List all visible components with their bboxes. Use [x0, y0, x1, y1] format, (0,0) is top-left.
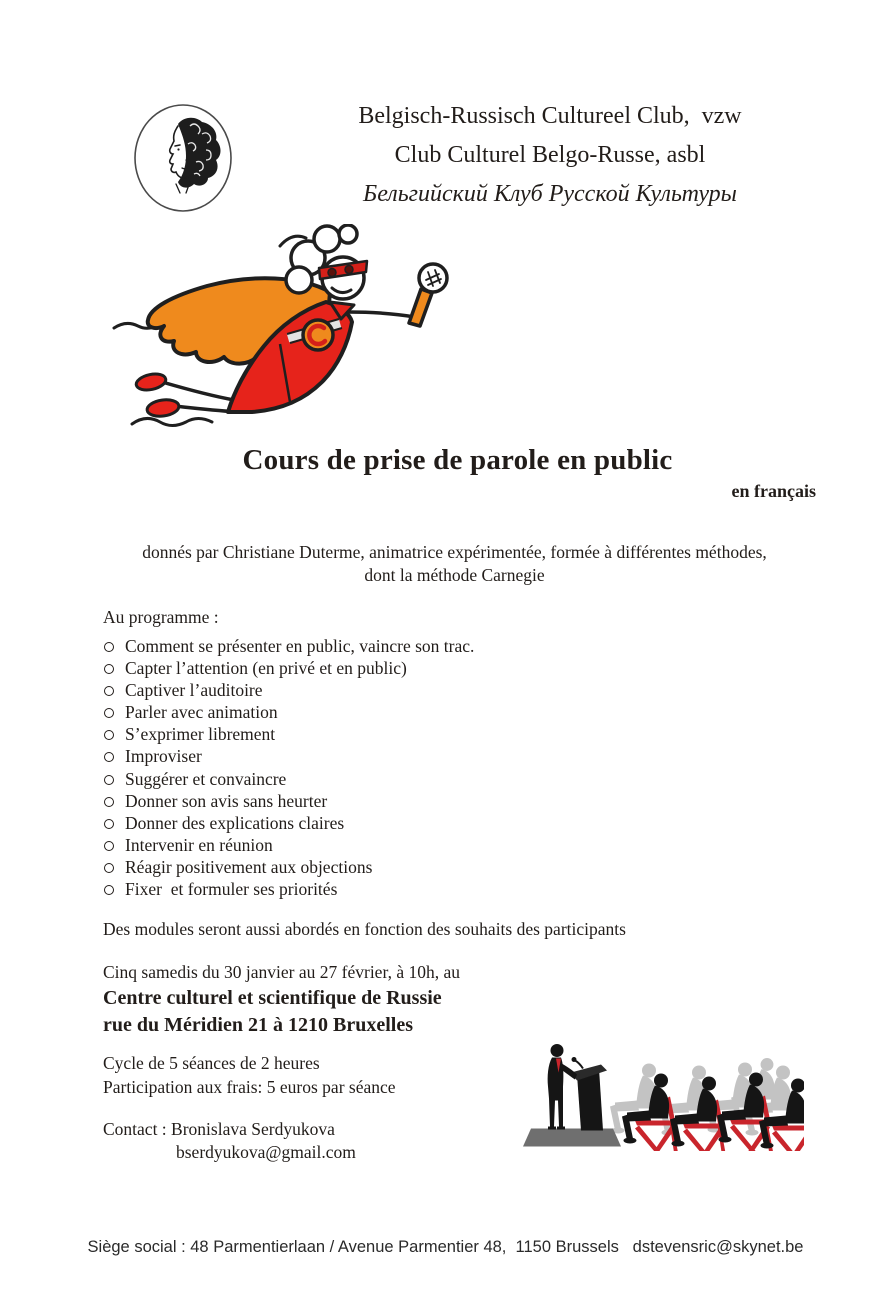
- language-note: en français: [731, 481, 816, 501]
- circle-bullet-icon: [104, 708, 114, 718]
- flying-superwoman-icon: [112, 224, 474, 442]
- venue-address: rue du Méridien 21 à 1210 Bruxelles: [103, 1013, 413, 1036]
- superhero-illustration: [112, 224, 474, 442]
- list-item: [103, 878, 663, 900]
- programme-item-text: Captiver l’auditoire: [125, 680, 263, 701]
- circle-bullet-icon: [104, 885, 114, 895]
- intro-line-1: donnés par Christiane Duterme, animatrice expérimentée, formée à différentes méthodes,: [142, 542, 767, 562]
- list-item: [103, 834, 663, 856]
- list-item: [103, 723, 663, 745]
- intro-line-2: dont la méthode Carnegie: [364, 564, 545, 585]
- programme-item-text: Intervenir en réunion: [125, 834, 273, 855]
- programme-item-text: Donner des explications claires: [125, 812, 345, 833]
- programme-item-text: S’exprimer librement: [125, 724, 276, 745]
- club-logo: [132, 102, 234, 214]
- circle-bullet-icon: [104, 686, 114, 696]
- circle-bullet-icon: [104, 797, 114, 807]
- club-header: [270, 97, 830, 214]
- contact-email: bserdyukova@gmail.com: [176, 1142, 356, 1162]
- list-item: [103, 701, 663, 723]
- club-name-dutch: Belgisch-Russisch Cultureel Club, vzw: [358, 103, 742, 129]
- cycle-info: Cycle de 5 séances de 2 heures: [103, 1053, 320, 1073]
- programme-list: [103, 635, 663, 900]
- programme-item-text: Comment se présenter en public, vaincre son trac.: [125, 636, 475, 656]
- circle-bullet-icon: [104, 730, 114, 740]
- venue-block: [103, 985, 442, 1038]
- list-item: [103, 679, 663, 701]
- session-details: [103, 1052, 396, 1099]
- programme-item-text: Capter l’attention (en privé et en public): [125, 658, 407, 679]
- schedule-dates: Cinq samedis du 30 janvier au 27 février, à 10h, au: [103, 962, 460, 982]
- venue-name: Centre culturel et scientifique de Russie: [103, 987, 442, 1009]
- circle-bullet-icon: [104, 819, 114, 829]
- instructor-intro: [0, 541, 891, 586]
- list-item: [103, 856, 663, 878]
- programme-item-text: Réagir positivement aux objections: [125, 856, 373, 877]
- club-name-french: Club Culturel Belgo-Russe, asbl: [394, 142, 706, 168]
- club-name-russian: Бельгийский Клуб Русской Культуры: [363, 181, 737, 207]
- circle-bullet-icon: [104, 642, 114, 652]
- programme-item-text: Improviser: [125, 746, 202, 767]
- contact-name: Contact : Bronislava Serdyukova: [103, 1119, 335, 1139]
- circle-bullet-icon: [104, 775, 114, 785]
- list-item: [103, 790, 663, 812]
- circle-bullet-icon: [104, 841, 114, 851]
- circle-bullet-icon: [104, 752, 114, 762]
- list-item: [103, 745, 663, 767]
- programme-heading: Au programme :: [103, 607, 219, 627]
- audience-illustration: [521, 1038, 804, 1151]
- circle-bullet-icon: [104, 664, 114, 674]
- pushkin-profile-icon: [132, 102, 234, 214]
- speaker-podium-audience-icon: [521, 1038, 804, 1151]
- programme-section: [103, 606, 663, 900]
- list-item: [103, 657, 663, 679]
- list-item: [103, 768, 663, 790]
- list-item: [103, 812, 663, 834]
- circle-bullet-icon: [104, 863, 114, 873]
- fee-info: Participation aux frais: 5 euros par séance: [103, 1076, 396, 1097]
- list-item: [103, 635, 663, 657]
- modules-note: Des modules seront aussi abordés en fonction des souhaits des participants: [103, 919, 626, 939]
- programme-item-text: Parler avec animation: [125, 702, 278, 723]
- programme-item-text: Donner son avis sans heurter: [125, 790, 328, 811]
- programme-item-text: Fixer et formuler ses priorités: [125, 879, 338, 900]
- programme-item-text: Suggérer et convaincre: [125, 768, 287, 789]
- course-title: Cours de prise de parole en public: [242, 444, 673, 476]
- footer-address: Siège social : 48 Parmentierlaan / Avenue Parmentier 48, 1150 Brussels dstevensric@skynet.be: [87, 1238, 804, 1256]
